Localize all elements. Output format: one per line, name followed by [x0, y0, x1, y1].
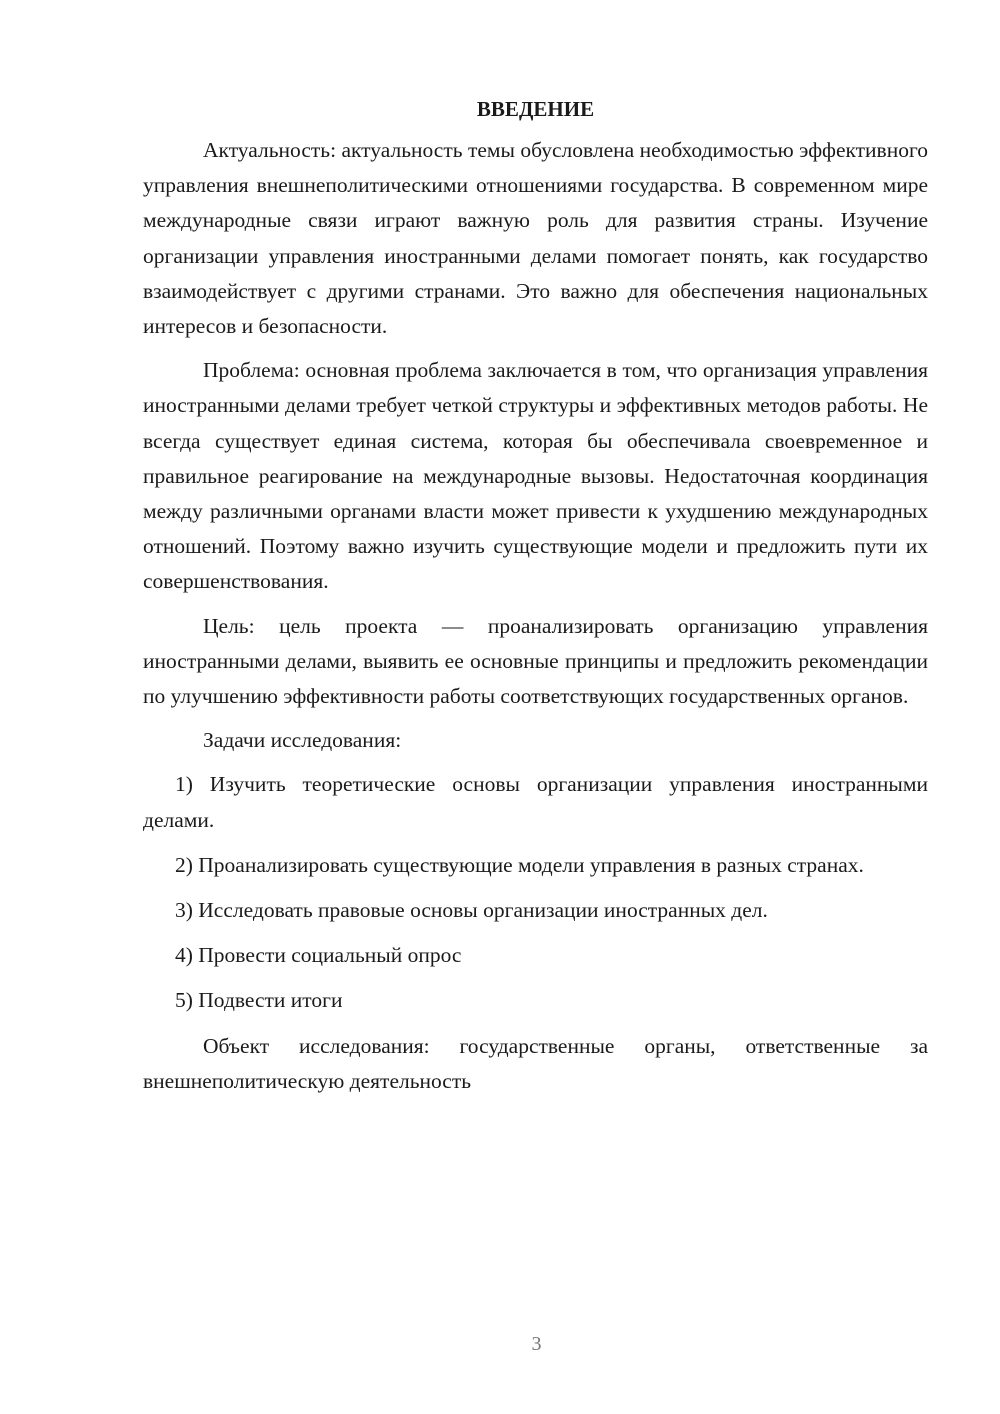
document-page [143, 92, 928, 1108]
page-number: 3 [531, 1333, 542, 1355]
task-item: 3) Исследовать правовые основы организации иностранных дел. [175, 898, 768, 923]
task-item: 4) Провести социальный опрос [175, 943, 462, 968]
relevance-paragraph: Актуальность: актуальность темы обусловлена необходимостью эффективного управления внешнеполитическими отношениями государства. В современном мире международные связи играют важную роль для развития страны. Изучение организации управления иностранными делами помогает понять, как государство взаимодействует с другими странами. Это важно для обеспечения национальных интересов и безопасности. [143, 138, 928, 339]
task-item: 5) Подвести итоги [175, 988, 343, 1013]
problem-paragraph: Проблема: основная проблема заключается в том, что организация управления иностранными делами требует четкой структуры и эффективных методов работы. Не всегда существует единая система, которая бы обеспечивала своевременное и правильное реагирование на международные вызовы. Недостаточная координация между различными органами власти может привести к ухудшению международных отношений. Поэтому важно изучить существующие модели и предложить пути их совершенствования. [143, 358, 928, 594]
task-item: 2) Проанализировать существующие модели управления в разных странах. [175, 852, 864, 877]
section-title: ВВЕДЕНИЕ [476, 97, 595, 121]
tasks-list [143, 767, 928, 1018]
task-item: 1) Изучить теоретические основы организации управления иностранными делами. [143, 772, 928, 832]
object-paragraph: Объект исследования: государственные органы, ответственные за внешнеполитическую деятельность [143, 1033, 928, 1093]
goal-paragraph: Цель: цель проекта — проанализировать организацию управления иностранными делами, выявить ее основные принципы и предложить рекомендации по улучшению эффективности работы соответствующих государственных органов. [143, 613, 928, 709]
tasks-heading: Задачи исследования: [203, 728, 402, 753]
